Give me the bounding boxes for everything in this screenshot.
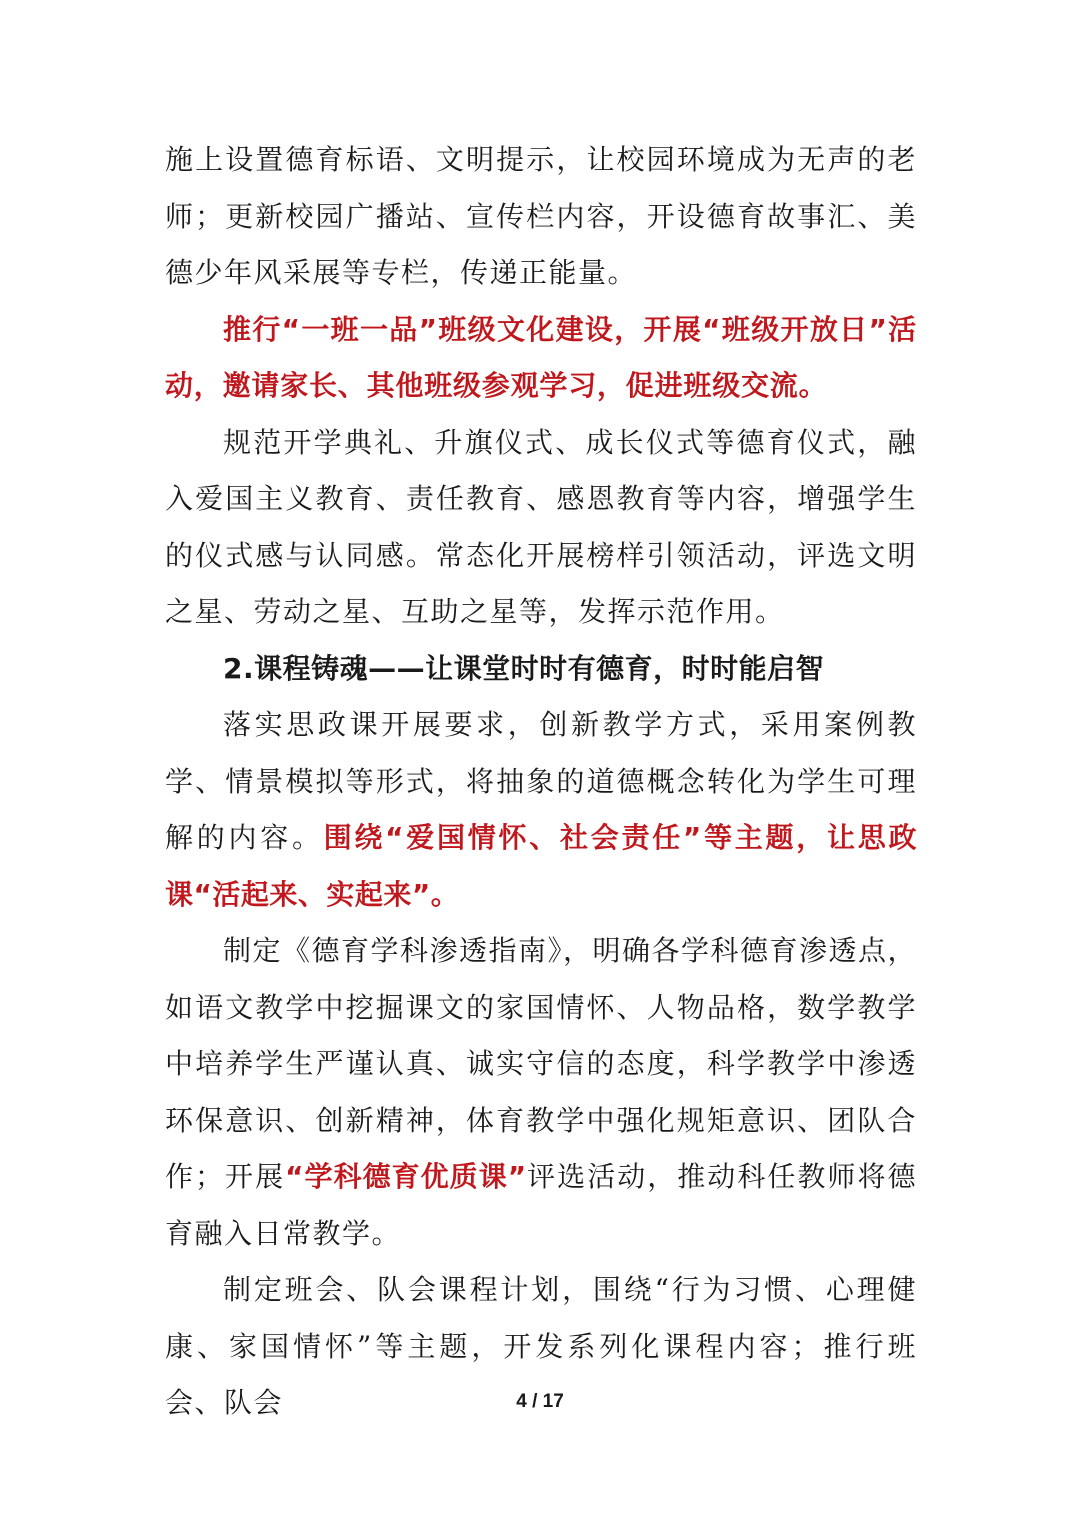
paragraph-ceremonies: 规范开学典礼、升旗仪式、成长仪式等德育仪式，融入爱国主义教育、责任教育、感恩教育等内容，增强学生的仪式感与认同感。常态化开展榜样引领活动，评选文明之星、劳动之星、互助之星等，发挥示范作用。 (165, 425, 917, 628)
subject-integration-text-after: 评选活动，推动科任教师将德育融入日常教学。 (165, 1160, 917, 1250)
subject-integration-highlight-text: “学科德育优质课” (285, 1160, 527, 1193)
document-body (165, 132, 917, 1432)
paragraph-class-meeting: 制定班会、队会课程计划，围绕“行为习惯、心理健康、家国情怀”等主题，开发系列化课程内容；推行班会、队会 (165, 1273, 917, 1419)
paragraph-ideology-course (165, 697, 917, 923)
page-number: 4 / 17 (516, 1391, 564, 1412)
ideology-course-highlight-text: 围绕“爱国情怀、社会责任”等主题，让思政课“活起来、实起来”。 (165, 821, 917, 911)
paragraph-campus-environment: 施上设置德育标语、文明提示，让校园环境成为无声的老师；更新校园广播站、宣传栏内容，开设德育故事汇、美德少年风采展等专栏，传递正能量。 (165, 143, 917, 289)
ideology-course-plain-text: 落实思政课开展要求，创新教学方式，采用案例教学、情景模拟等形式，将抽象的道德概念转化为学生可理解的内容。 (165, 708, 917, 854)
paragraph-class-culture-highlight: 推行“一班一品”班级文化建设，开展“班级开放日”活动，邀请家长、其他班级参观学习，促进班级交流。 (165, 312, 917, 402)
section-heading-curriculum: 2.课程铸魂——让课堂时时有德育，时时能启智 (223, 651, 825, 685)
subject-integration-text-before: 制定《德育学科渗透指南》，明确各学科德育渗透点，如语文教学中挖掘课文的家国情怀、人物品格，数学教学中培养学生严谨认真、诚实守信的态度，科学教学中渗透环保意识、创新精神，体育教学中强化规矩意识、团队合作；开展 (165, 934, 918, 1193)
paragraph-subject-integration (165, 923, 917, 1262)
